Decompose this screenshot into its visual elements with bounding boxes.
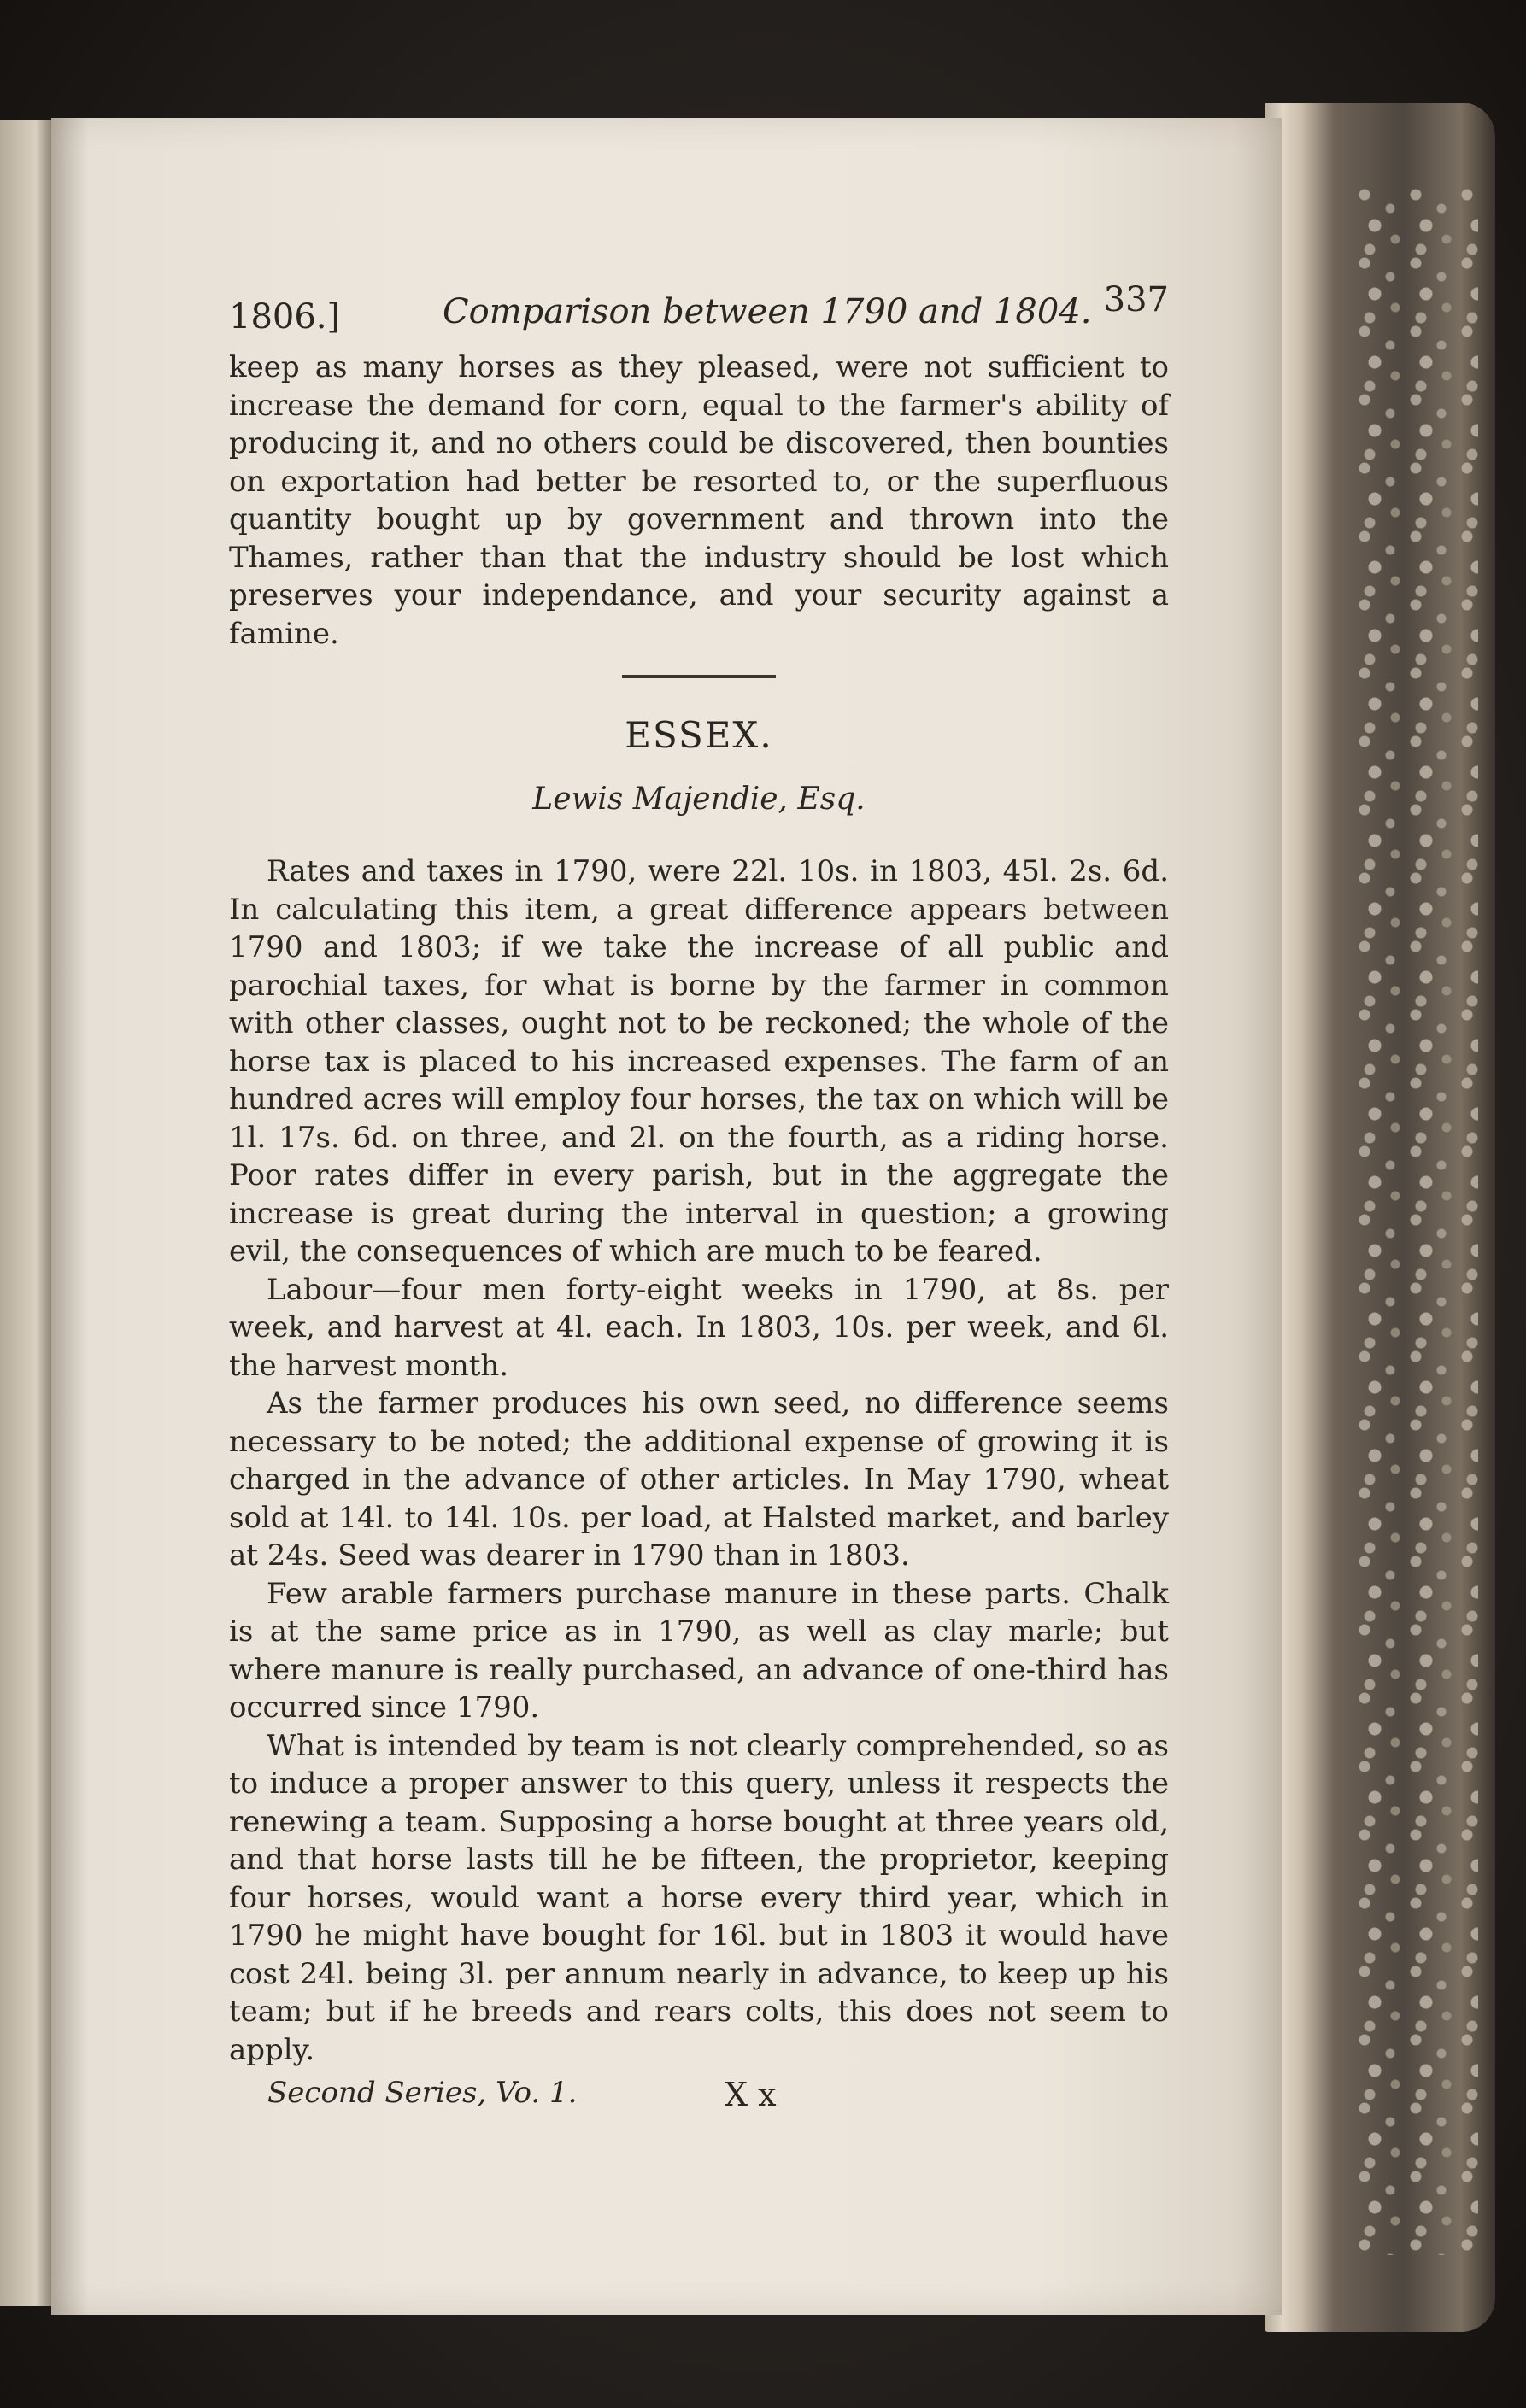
section-author: Lewis Majendie, Esq. <box>532 782 866 817</box>
running-head <box>229 280 1169 349</box>
text-block-top <box>229 349 1169 653</box>
left-page-edge <box>0 120 51 2306</box>
paragraph: keep as many horses as they pleased, were not sufficient to increase the demand for corn, equal to the farmer's ability of producing it, and no others could be discovered, then bounties on exportation had better be resorted to, or the superfluous quantity bought up by government and thrown into the Thames, rather than that the industry should be lost which preserves your independance, and your security against a famine. <box>229 350 1169 651</box>
text-block-main <box>229 852 1169 2069</box>
signature-line <box>229 2076 1169 2127</box>
paragraph: What is intended by team is not clearly comprehended, so as to induce a proper answer to this query, unless it respects the renewing a team. Supposing a horse bought at three years old, and that horse lasts till he be fifteen, the proprietor, keeping four horses, would want a horse every third year, which in 1790 he might have bought for 16l. but in 1803 it would have cost 24l. being 3l. per annum nearly in advance, to keep up his team; but if he breeds and rears colts, this does not seem to apply. <box>229 1728 1169 2067</box>
page-number: 337 <box>1103 280 1169 319</box>
running-head-title: Comparison between 1790 and 1804. <box>443 292 1092 331</box>
marbled-cover-texture <box>1354 188 1478 2255</box>
paragraph: Labour—four men forty-eight weeks in 1790, at 8s. per week, and harvest at 4l. each. In 1803, 10s. per week, and 6l. the harvest month. <box>229 1272 1169 1383</box>
running-head-year: 1806.] <box>229 297 341 337</box>
paragraph: Few arable farmers purchase manure in these parts. Chalk is at the same price as in 1790, as well as clay marle; but where manure is really purchased, an advance of one-third has occurred since 1790. <box>229 1576 1169 1725</box>
gathering-mark: X x <box>725 2076 777 2113</box>
book-page <box>51 118 1282 2315</box>
section-title: ESSEX. <box>625 714 773 756</box>
paragraph: As the farmer produces his own seed, no difference seems necessary to be noted; the additional expense of growing it is charged in the advance of other articles. In May 1790, wheat sold at 14l. to 14l. 10s. per load, at Halsted market, and barley at 24s. Seed was dearer in 1790 than in 1803. <box>229 1386 1169 1573</box>
page-content <box>229 280 1169 2127</box>
paragraph: Rates and taxes in 1790, were 22l. 10s. in 1803, 45l. 2s. 6d. In calculating this item, a great difference appears between 1790 and 1803; if we take the increase of all public and parochial taxes, for what is borne by the farmer in common with other classes, ought not to be reckoned; the whole of the horse tax is placed to his increased expenses. The farm of an hundred acres will employ four horses, the tax on which will be 1l. 17s. 6d. on three, and 2l. on the fourth, as a riding horse. Poor rates differ in every parish, but in the aggregate the increase is great during the interval in question; a growing evil, the consequences of which are much to be feared. <box>229 854 1169 1268</box>
section-divider <box>622 675 776 678</box>
series-signature: Second Series, Vo. 1. <box>267 2076 578 2110</box>
